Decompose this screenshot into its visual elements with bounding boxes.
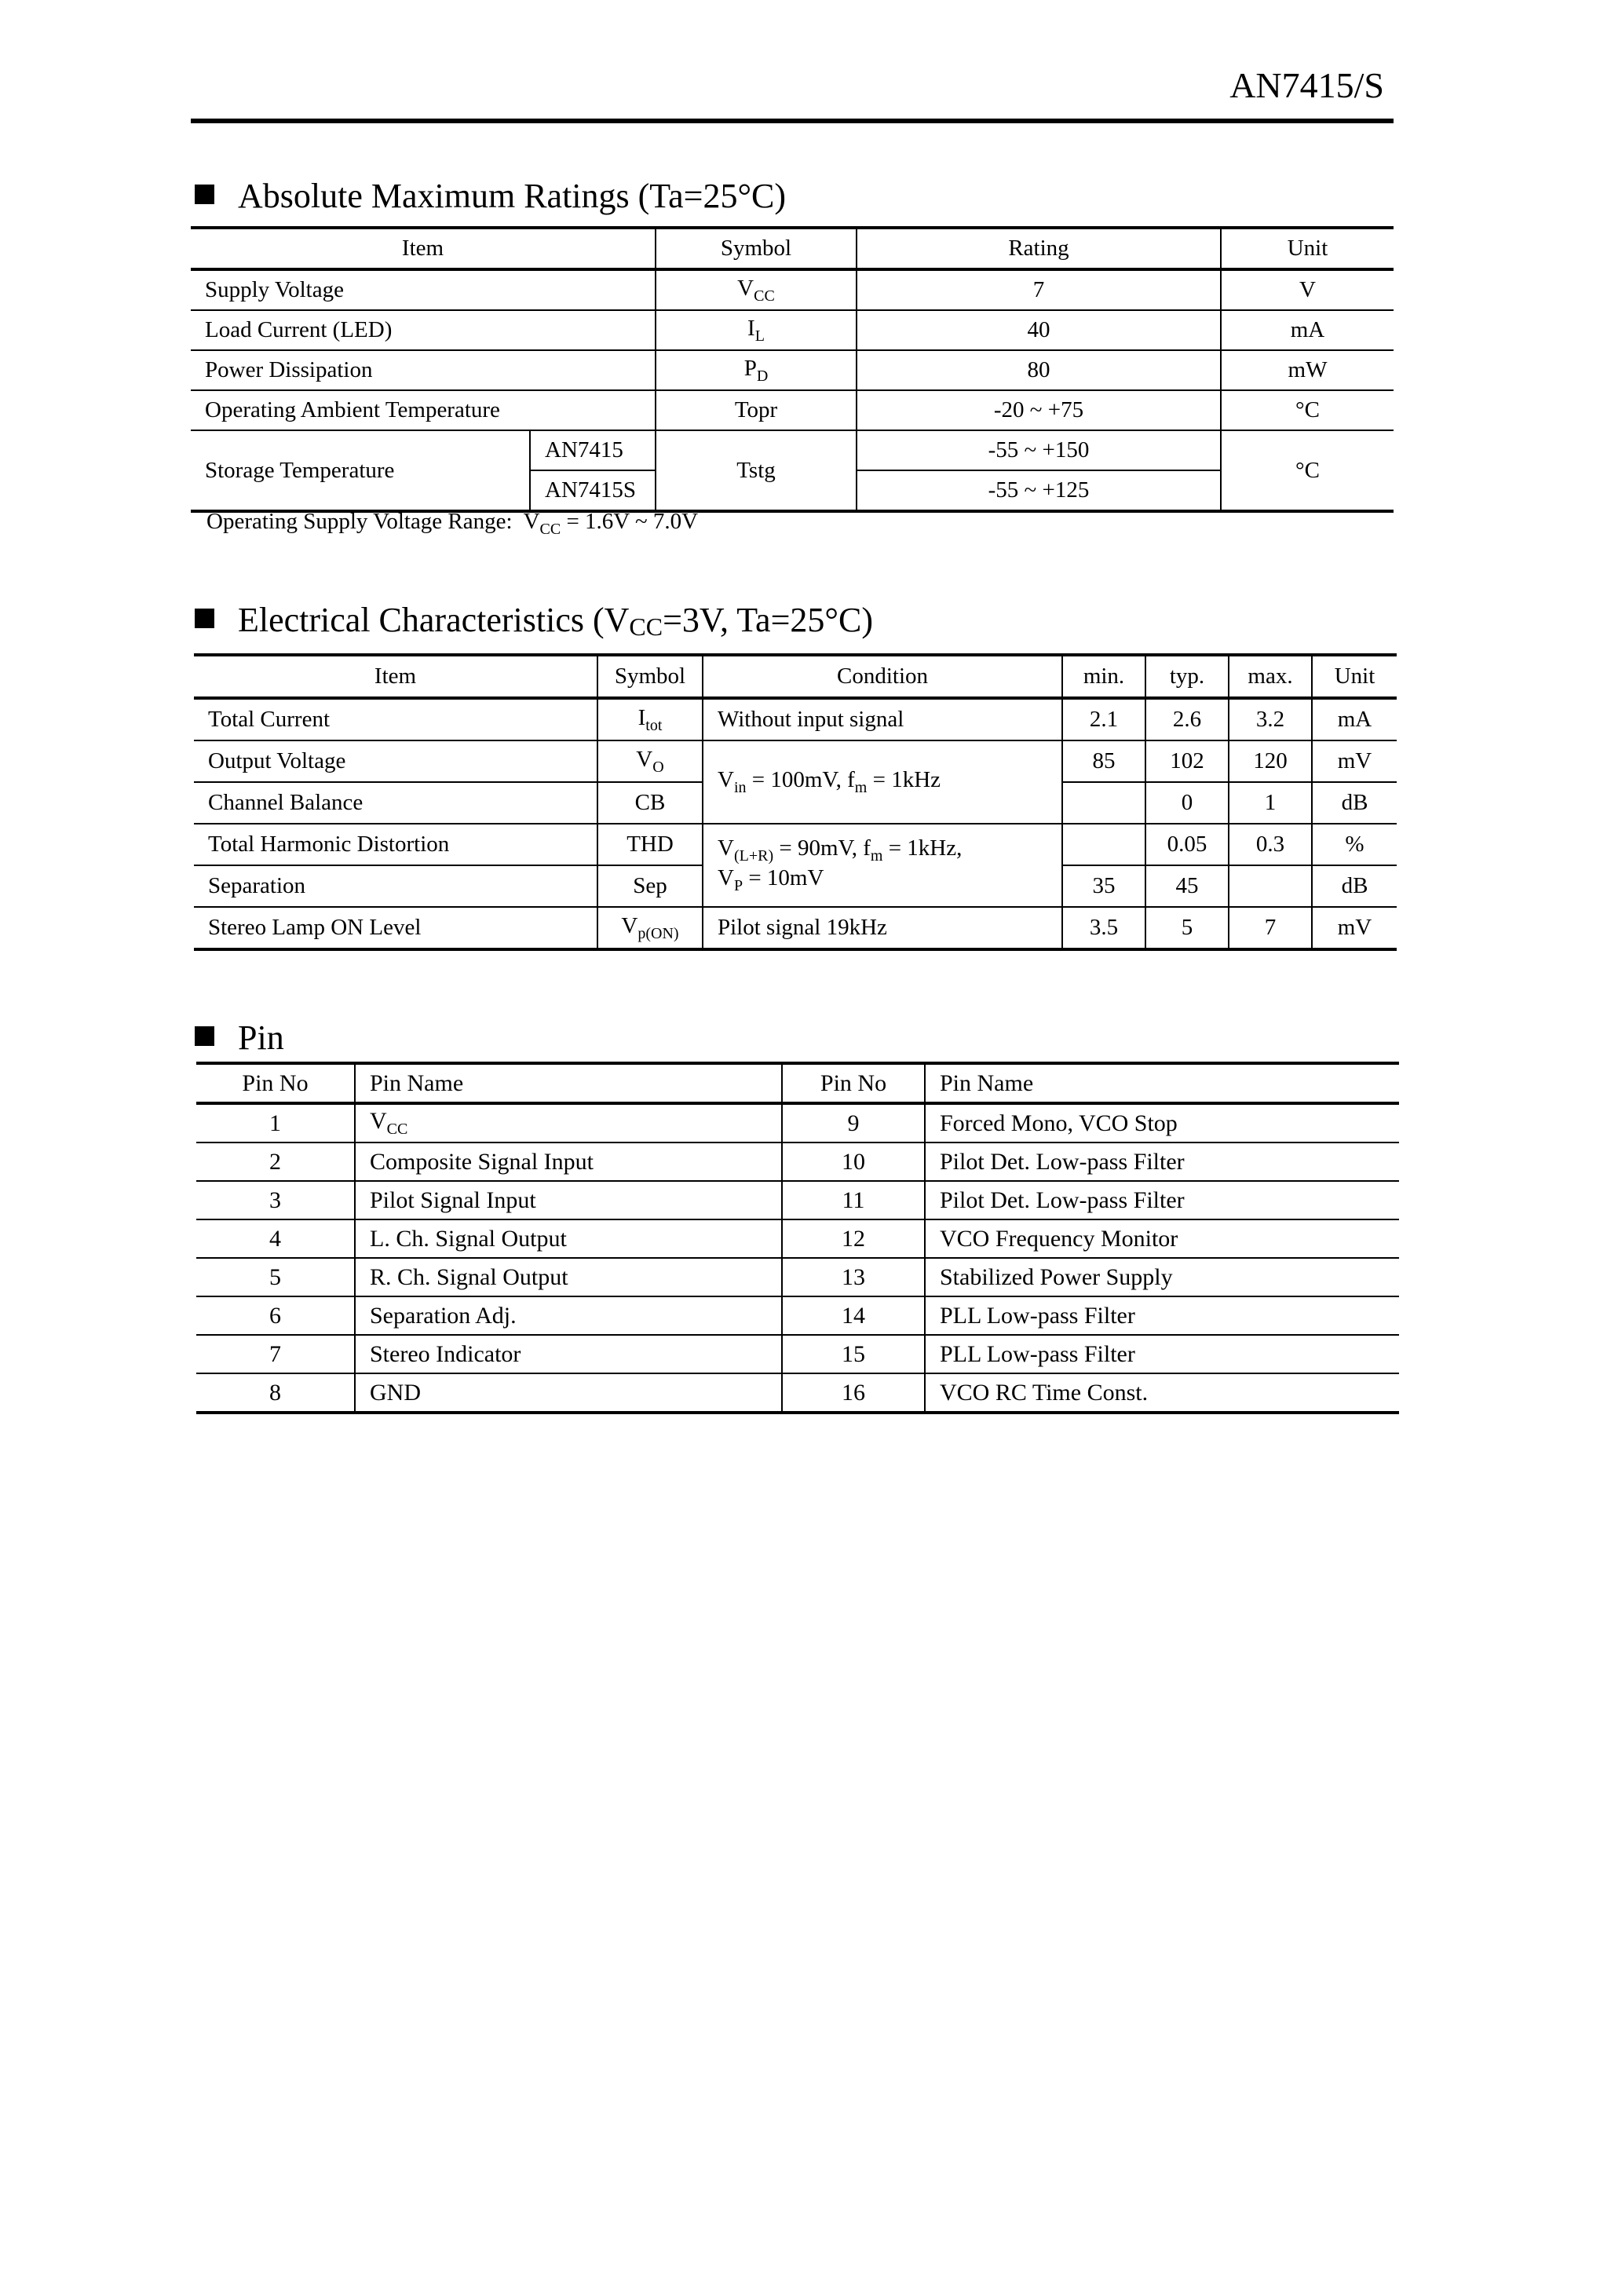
amr-col-unit: Unit: [1221, 228, 1394, 269]
ec-typ: 0: [1145, 782, 1229, 824]
pin-no: 16: [782, 1373, 925, 1413]
pin-name: Pilot Signal Input: [355, 1181, 782, 1219]
pin-no: 7: [196, 1335, 355, 1373]
ec-item: Total Current: [194, 698, 597, 740]
ec-typ: 45: [1145, 865, 1229, 907]
pin-name: $V_{CC}$: [355, 1103, 782, 1143]
table-row: [196, 1296, 1399, 1335]
table-row: [191, 310, 1394, 350]
ec-section-title: Electrical Characteristics ($V_{CC}=3V$, Ta=25°C): [195, 600, 873, 642]
absolute-maximum-ratings-table: [191, 226, 1394, 513]
part-number: AN7415/S: [1229, 65, 1384, 105]
ec-typ: 5: [1145, 907, 1229, 949]
amr-rating: -55 ~ +125: [857, 470, 1221, 511]
ec-col-max: max.: [1229, 655, 1312, 698]
square-bullet-icon: [195, 185, 214, 204]
amr-item: Power Dissipation: [191, 350, 656, 390]
ec-min: 3.5: [1062, 907, 1145, 949]
pin-section-title: Pin: [195, 1018, 284, 1058]
pin-name: R. Ch. Signal Output: [355, 1258, 782, 1296]
table-row: [194, 698, 1397, 740]
ec-typ: 2.6: [1145, 698, 1229, 740]
ec-col-condition: Condition: [703, 655, 1062, 698]
amr-symbol: $I_L$: [656, 310, 857, 350]
table-row: [194, 740, 1397, 782]
amr-symbol: $P_D$: [656, 350, 857, 390]
ec-min: 2.1: [1062, 698, 1145, 740]
pin-name: Composite Signal Input: [355, 1143, 782, 1181]
pin-name: L. Ch. Signal Output: [355, 1219, 782, 1258]
amr-rating: 7: [857, 269, 1221, 310]
supply-voltage-range-note: Operating Supply Voltage Range: $V_{CC} = 1.6V$ ~ 7.0V: [206, 509, 699, 538]
table-row: [196, 1103, 1399, 1143]
ec-condition: $V_{in} = 100mV$, $f_m = 1kHz$: [703, 740, 1062, 824]
pin-col-name-right: Pin Name: [925, 1063, 1399, 1103]
ec-col-unit: Unit: [1312, 655, 1397, 698]
ec-header-row: [194, 655, 1397, 698]
table-row: [194, 907, 1397, 949]
amr-unit: mA: [1221, 310, 1394, 350]
ec-max: 7: [1229, 907, 1312, 949]
ec-unit: mV: [1312, 740, 1397, 782]
ec-unit: mV: [1312, 907, 1397, 949]
table-row: [191, 269, 1394, 310]
ec-item: Separation: [194, 865, 597, 907]
pin-col-name-left: Pin Name: [355, 1063, 782, 1103]
pin-no: 6: [196, 1296, 355, 1335]
amr-header-row: [191, 228, 1394, 269]
pin-header-row: [196, 1063, 1399, 1103]
pin-name: VCO RC Time Const.: [925, 1373, 1399, 1413]
ec-min: [1062, 782, 1145, 824]
electrical-characteristics-table: [194, 653, 1397, 951]
amr-symbol: Topr: [656, 390, 857, 430]
ec-condition: Without input signal: [703, 698, 1062, 740]
amr-item: Operating Ambient Temperature: [191, 390, 656, 430]
table-row: [194, 824, 1397, 865]
ec-max: 1: [1229, 782, 1312, 824]
pin-no: 2: [196, 1143, 355, 1181]
amr-rating: -55 ~ +150: [857, 430, 1221, 470]
pin-no: 11: [782, 1181, 925, 1219]
pin-name: GND: [355, 1373, 782, 1413]
pin-no: 10: [782, 1143, 925, 1181]
ec-max: 3.2: [1229, 698, 1312, 740]
header-rule: [191, 119, 1394, 123]
ec-symbol: THD: [597, 824, 703, 865]
pin-name: PLL Low-pass Filter: [925, 1296, 1399, 1335]
ec-max: 120: [1229, 740, 1312, 782]
pin-no: 4: [196, 1219, 355, 1258]
amr-item: Load Current (LED): [191, 310, 656, 350]
amr-rating: 80: [857, 350, 1221, 390]
square-bullet-icon: [195, 1026, 214, 1046]
pin-no: 1: [196, 1103, 355, 1143]
amr-section-title: [195, 176, 786, 216]
pin-no: 12: [782, 1219, 925, 1258]
pin-no: 8: [196, 1373, 355, 1413]
ec-symbol: Sep: [597, 865, 703, 907]
ec-col-item: Item: [194, 655, 597, 698]
ec-symbol: $V_O$: [597, 740, 703, 782]
table-row: [191, 430, 1394, 470]
ec-min: 35: [1062, 865, 1145, 907]
pin-no: 14: [782, 1296, 925, 1335]
table-row: [196, 1219, 1399, 1258]
ec-item: Total Harmonic Distortion: [194, 824, 597, 865]
ec-symbol: $I_{tot}$: [597, 698, 703, 740]
ec-max: [1229, 865, 1312, 907]
pin-name: Stabilized Power Supply: [925, 1258, 1399, 1296]
table-row: [191, 390, 1394, 430]
amr-unit: V: [1221, 269, 1394, 310]
ec-item: Output Voltage: [194, 740, 597, 782]
ec-min: [1062, 824, 1145, 865]
amr-symbol: $V_{CC}$: [656, 269, 857, 310]
amr-col-symbol: Symbol: [656, 228, 857, 269]
pin-name: Pilot Det. Low-pass Filter: [925, 1143, 1399, 1181]
pin-name: Stereo Indicator: [355, 1335, 782, 1373]
ec-item: Stereo Lamp ON Level: [194, 907, 597, 949]
ec-condition: $V_{(L+R)} = 90mV$, $f_m = 1kHz$, $V_P = 10mV$: [703, 824, 1062, 907]
amr-unit: mW: [1221, 350, 1394, 390]
ec-symbol: CB: [597, 782, 703, 824]
pin-name: Separation Adj.: [355, 1296, 782, 1335]
pin-name: VCO Frequency Monitor: [925, 1219, 1399, 1258]
amr-item: Storage Temperature: [191, 430, 530, 511]
table-row: [196, 1181, 1399, 1219]
table-row: [196, 1335, 1399, 1373]
amr-unit: °C: [1221, 390, 1394, 430]
table-row: [196, 1258, 1399, 1296]
ec-max: 0.3: [1229, 824, 1312, 865]
pin-name: Forced Mono, VCO Stop: [925, 1103, 1399, 1143]
ec-unit: mA: [1312, 698, 1397, 740]
pin-no: 3: [196, 1181, 355, 1219]
amr-variant: AN7415S: [530, 470, 656, 511]
pin-no: 5: [196, 1258, 355, 1296]
ec-item: Channel Balance: [194, 782, 597, 824]
amr-col-rating: Rating: [857, 228, 1221, 269]
pin-col-no-right: Pin No: [782, 1063, 925, 1103]
ec-col-typ: typ.: [1145, 655, 1229, 698]
ec-col-min: min.: [1062, 655, 1145, 698]
ec-typ: 0.05: [1145, 824, 1229, 865]
amr-title-text: Absolute Maximum Ratings (Ta=25°C): [238, 177, 787, 215]
table-row: [196, 1373, 1399, 1413]
amr-unit: °C: [1221, 430, 1394, 511]
pin-name: PLL Low-pass Filter: [925, 1335, 1399, 1373]
ec-min: 85: [1062, 740, 1145, 782]
amr-rating: 40: [857, 310, 1221, 350]
ec-symbol: $V_{p(ON)}$: [597, 907, 703, 949]
pin-no: 13: [782, 1258, 925, 1296]
ec-col-symbol: Symbol: [597, 655, 703, 698]
pin-name: Pilot Det. Low-pass Filter: [925, 1181, 1399, 1219]
pin-col-no-left: Pin No: [196, 1063, 355, 1103]
ec-unit: %: [1312, 824, 1397, 865]
ec-condition: Pilot signal 19kHz: [703, 907, 1062, 949]
table-row: [196, 1143, 1399, 1181]
square-bullet-icon: [195, 609, 214, 628]
amr-col-item: Item: [191, 228, 656, 269]
pin-no: 15: [782, 1335, 925, 1373]
ec-unit: dB: [1312, 782, 1397, 824]
ec-unit: dB: [1312, 865, 1397, 907]
pin-table: [196, 1062, 1399, 1414]
ec-typ: 102: [1145, 740, 1229, 782]
amr-variant: AN7415: [530, 430, 656, 470]
amr-symbol: Tstg: [656, 430, 857, 511]
pin-no: 9: [782, 1103, 925, 1143]
table-row: [191, 350, 1394, 390]
amr-rating: -20 ~ +75: [857, 390, 1221, 430]
amr-item: Supply Voltage: [191, 269, 656, 310]
